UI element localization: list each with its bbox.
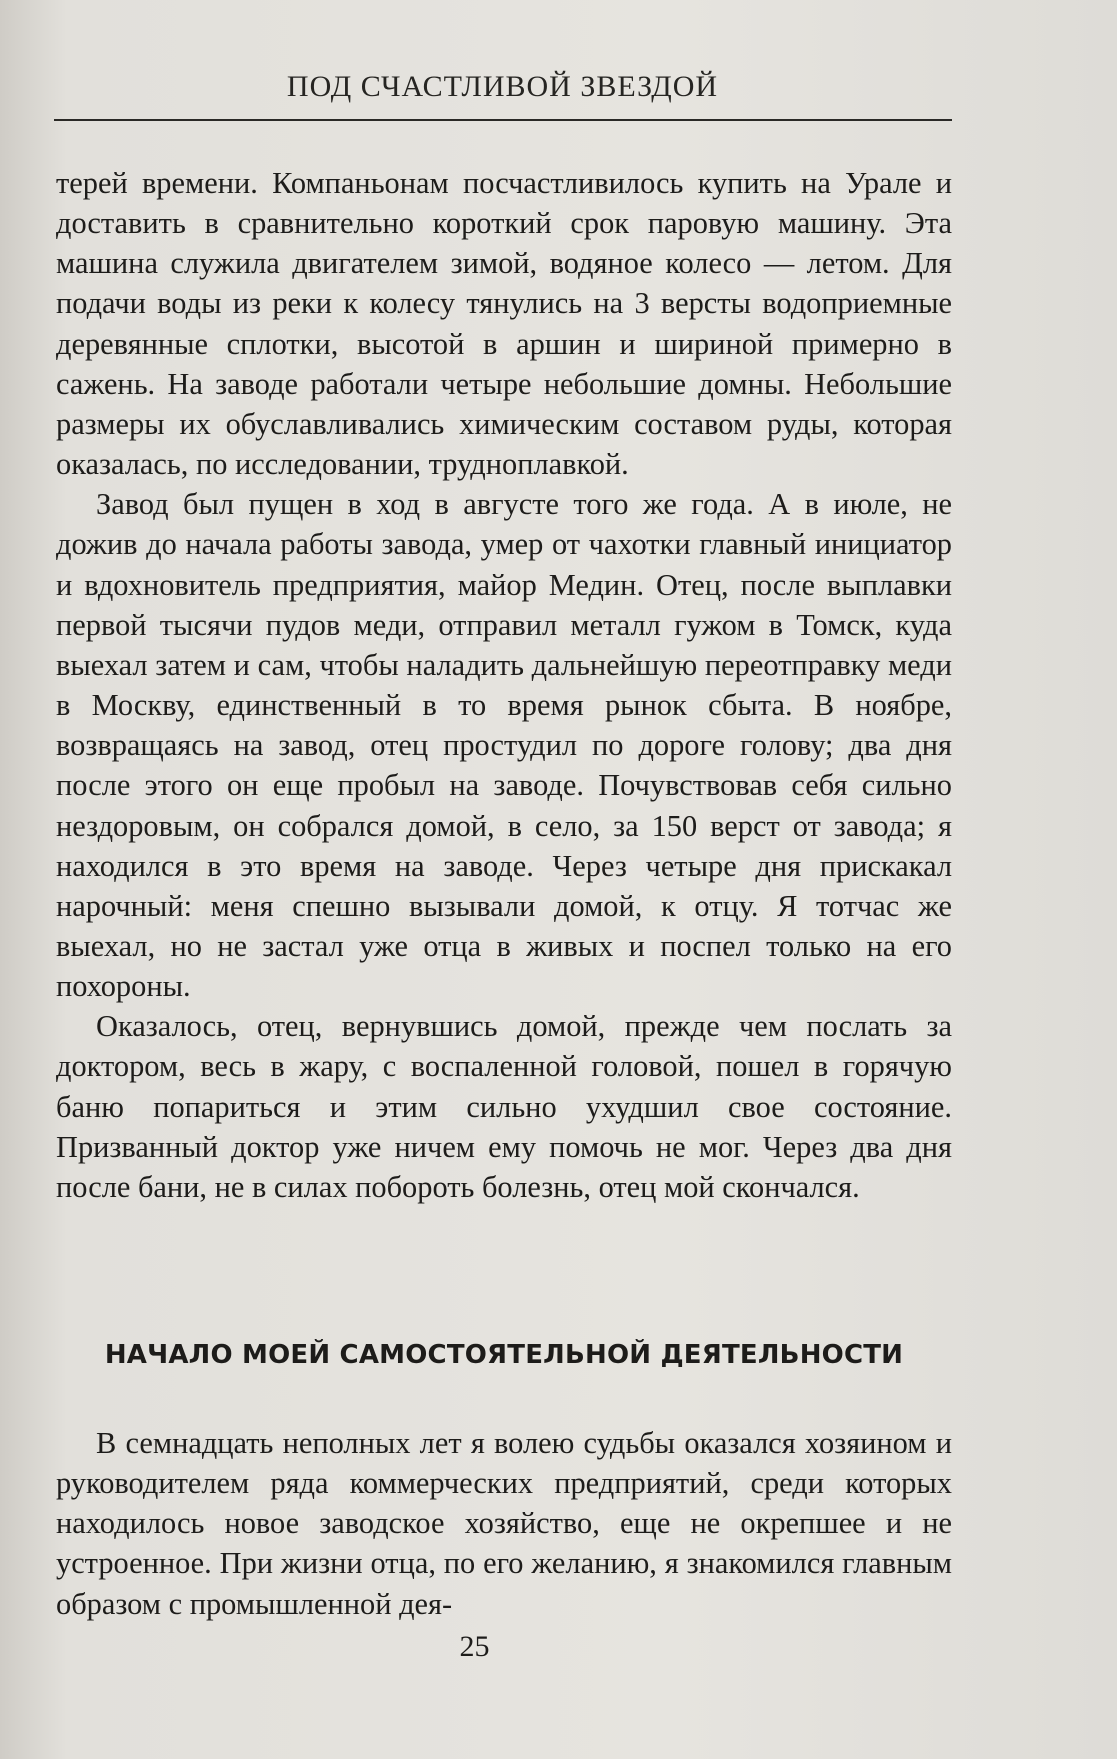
page-number: 25 [459, 1630, 490, 1663]
paragraph: В семнадцать неполных лет я волею судьбы оказался хозяином и руководителем ряда коммерческих предприятий, среди которых находилось новое заводское хозяйство, еще не окрепшее и не устроенное. При жизни отца, по его желанию, я знакомился главным образом с промышленной дея- [56, 1426, 952, 1621]
paragraph: Завод был пущен в ход в августе того же года. А в июле, не дожив до начала работы завода, умер от чахотки главный инициатор и вдохновитель предприятия, майор Медин. Отец, после выплавки первой тысячи пудов меди, отправил металл гужом в Томск, куда выехал затем и сам, чтобы наладить дальнейшую переотправку меди в Москву, единственный в то время рынок сбыта. В ноябре, возвращаясь на завод, отец простудил по дороге голову; два дня после этого он еще пробыл на заводе. Почувствовав себя сильно нездоровым, он собрался домой, в село, за 150 верст от завода; я находился в это время на заводе. Через четыре дня прискакал нарочный: меня спешно вызывали домой, к отцу. Я тотчас же выехал, но не застал уже отца в живых и поспел только на его похороны. [56, 487, 952, 1004]
running-head: ПОД СЧАСТЛИВОЙ ЗВЕЗДОЙ [286, 70, 719, 103]
section-body-text [56, 1423, 952, 1624]
body-text [56, 163, 952, 1207]
paragraph-continued: терей времени. Компаньонам посчастливилось купить на Урале и доставить в сравнительно короткий срок паровую машину. Эта машина служила двигателем зимой, водяное колесо — летом. Для подачи воды из реки к колесу тянулись на 3 версты водоприемные деревянные сплотки, высотой в аршин и шириной примерно в сажень. На заводе работали четыре небольшие домны. Небольшие размеры их обуславливались химическим составом руды, которая оказалась, по исследовании, трудноплавкой. [56, 166, 952, 482]
paragraph: Оказалось, отец, вернувшись домой, прежде чем послать за доктором, весь в жару, с воспаленной головой, пошел в горячую баню попариться и этим сильно ухудшил свое состояние. Призванный доктор уже ничем ему помочь не мог. Через два дня после бани, не в силах побороть болезнь, отец мой скончался. [56, 1009, 952, 1204]
section-heading: НАЧАЛО МОЕЙ САМОСТОЯТЕЛЬНОЙ ДЕЯТЕЛЬНОСТИ [104, 1340, 904, 1370]
header-rule [54, 119, 952, 121]
